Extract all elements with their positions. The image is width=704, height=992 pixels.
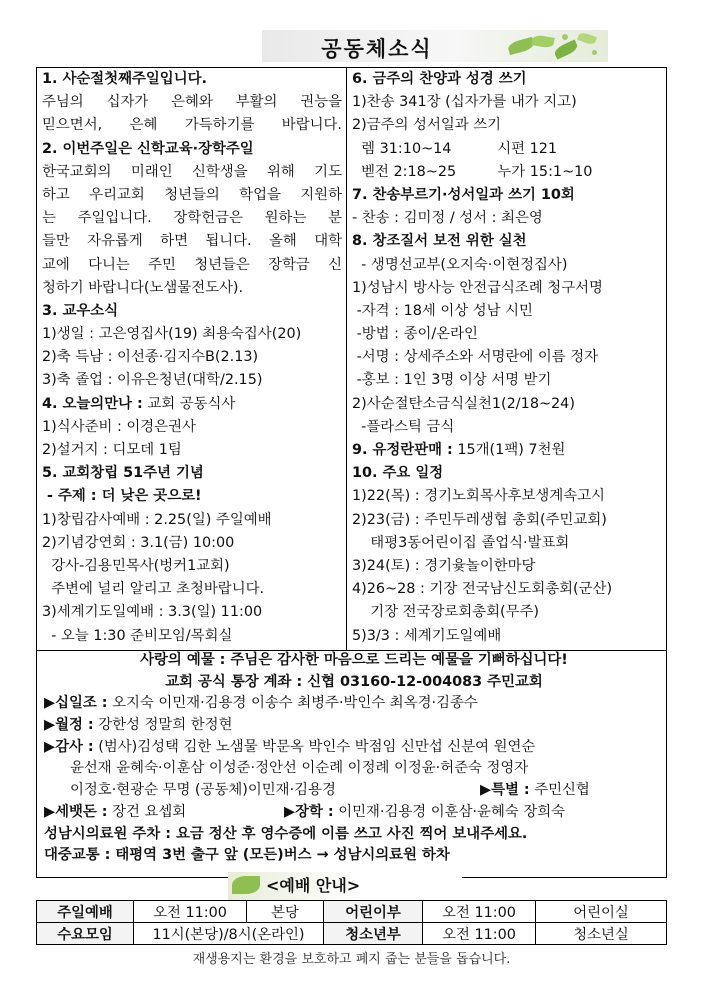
bud-icon <box>562 34 568 40</box>
left-line: 강사-김용민목사(벙커1교회) <box>42 557 230 574</box>
right-line: - 찬송 : 김미정 / 성서 : 최은영 <box>352 210 543 227</box>
page-title: 공동체소식 <box>321 37 433 61</box>
left-line: 청하기 바랍니다(노샘물전도사). <box>42 279 244 296</box>
right-line: - 생명선교부(오지숙·이현정집사) <box>352 256 568 273</box>
right-line: 3)24(토) : 경기윷놀이한마당 <box>352 557 536 574</box>
left-line: 3)축 졸업 : 이유은청년(대학/2.15) <box>42 372 263 389</box>
left-line: 하고 우리교회 청년들의 학업을 지원하 <box>42 186 342 203</box>
right-line: 6. 금주의 찬양과 성경 쓰기 <box>352 71 527 87</box>
left-line: 1)식사준비 : 이경은권사 <box>42 418 196 435</box>
table-row: 수요모임 11시(본당)/8시(온라인) 청소년부 오전 11:00 청소년실 <box>37 923 667 945</box>
parking-notice: 성남시의료원 주차 : 요금 정산 후 영수증에 이름 쓰고 사진 찍어 보내주세요. <box>44 825 528 842</box>
thanks-line: 이정호·현광순 무명 (공동체)이민재·김용경 ▶특별 : 주민신협 <box>70 782 590 799</box>
right-line: 1)성남시 방사능 안전급식조례 청구서명 <box>352 279 603 296</box>
left-line: 2)설거지 : 디모데 1팀 <box>42 442 182 458</box>
schedule-title: <예배 안내> <box>266 876 361 895</box>
leaf-icon <box>577 31 597 46</box>
right-line: 기장 전국장로회총회(무주) <box>352 604 540 621</box>
right-column <box>352 68 664 648</box>
account-info: 교회 공식 통장 계좌 : 신협 03160-12-004083 주민교회 <box>165 673 543 690</box>
left-line: 1)생일 : 고은영집사(19) 최용숙집사(20) <box>42 326 302 343</box>
right-line: -플라스틱 금식 <box>352 418 455 435</box>
right-line: 벧전 2:18~25 누가 15:1~10 <box>352 163 593 180</box>
schedule-table <box>36 900 667 945</box>
left-line: 주변에 널리 알리고 초청바랍니다. <box>42 581 265 598</box>
bud-icon <box>592 50 597 55</box>
right-line: 렘 31:10~14 시편 121 <box>352 140 558 157</box>
leaf-icon <box>507 37 535 55</box>
right-line: 태평3동어린이집 졸업식·발표회 <box>352 534 570 551</box>
left-line: 2)기념강연회 : 3.1(금) 10:00 <box>42 534 235 551</box>
left-line: - 오늘 1:30 준비모임/목회실 <box>42 627 233 644</box>
left-column <box>42 68 342 648</box>
monthly-line: ▶월정 : 강한성 정말희 한정현 <box>44 717 233 734</box>
right-line: 2)23(금) : 주민두레생협 총회(주민교회) <box>352 511 607 528</box>
right-line: 9. 유정란판매 : 15개(1팩) 7천원 <box>352 442 566 458</box>
right-line: 4)26~28 : 기장 전국남신도회총회(군산) <box>352 581 613 598</box>
right-line: 7. 찬송부르기·성서일과 쓰기 10회 <box>352 186 575 203</box>
table-row: 주일예배 오전 11:00 본당 어린이부 오전 11:00 어린이실 <box>37 901 667 923</box>
left-line: 들만 자유롭게 하면 됩니다. 올해 대학 <box>42 233 342 250</box>
leaf-icon <box>553 39 579 59</box>
left-line: 믿으면서, 은혜 가득하기를 바랍니다. <box>42 117 342 134</box>
right-line: 1)찬송 341장 (십자가를 내가 지고) <box>352 94 577 111</box>
transit-notice: 대중교통 : 태평역 3번 출구 앞 (모든)버스 → 성남시의료원 하차 <box>44 847 450 864</box>
left-line: 2)축 득남 : 이선종·김지수B(2.13) <box>42 349 259 366</box>
footer-note: 재생용지는 환경을 보호하고 폐지 줍는 분들을 돕습니다. <box>192 952 511 967</box>
leaf-icon <box>232 876 260 894</box>
gift-line: ▶세뱃돈 : 장건 요셉회 ▶장학 : 이민재·김용경 이훈삼·윤혜숙 장희숙 <box>44 803 566 820</box>
column-divider <box>346 67 347 650</box>
tithe-line: ▶십일조 : 오지숙 이민재·김용경 이송수 최병주·박인수 최옥경·김종수 <box>44 695 478 712</box>
left-line: 한국교회의 미래인 신학생을 위해 기도 <box>42 163 342 180</box>
left-line: 3. 교우소식 <box>42 302 119 319</box>
left-line: - 주제 : 더 낮은 곳으로! <box>42 488 202 505</box>
left-line: 4. 오늘의만나 : 교회 공동식사 <box>42 395 236 412</box>
left-line: 5. 교회창립 51주년 기념 <box>42 465 204 482</box>
left-line: 주님의 십자가 은혜와 부활의 권능을 <box>42 94 342 111</box>
thanks-line: 윤선재 윤혜숙·이훈삼 이성준·정안선 이순례 이정례 이정윤·허준숙 정영자 <box>70 760 529 777</box>
left-line: 1. 사순절첫째주일입니다. <box>42 71 207 87</box>
left-line: 1)창립감사예배 : 2.25(일) 주일예배 <box>42 511 272 528</box>
left-line: 2. 이번주일은 신학교육·장학주일 <box>42 140 254 157</box>
offering-section <box>44 650 664 867</box>
header-banner <box>262 30 608 62</box>
right-line: 8. 창조질서 보전 위한 실천 <box>352 233 527 250</box>
left-line: 교에 다니는 주민 청년들은 장학금 신 <box>42 256 342 273</box>
right-line: 1)22(목) : 경기노회목사후보생계속고시 <box>352 488 605 505</box>
right-line: -서명 : 상세주소와 서명란에 이름 정자 <box>352 349 599 366</box>
right-line: 5)3/3 : 세계기도일예배 <box>352 627 502 644</box>
right-line: -홍보 : 1인 3명 이상 서명 받기 <box>352 372 552 389</box>
leaf-icon <box>531 34 555 49</box>
left-line: 는 주일입니다. 장학헌금은 원하는 분 <box>42 210 342 227</box>
left-line: 3)세계기도일예배 : 3.3(일) 11:00 <box>42 604 263 621</box>
right-line: -자격 : 18세 이상 성남 시민 <box>352 302 533 319</box>
offering-heading: 사랑의 예물 : 주님은 감사한 마음으로 드리는 예물을 기뻐하십니다! <box>140 652 568 668</box>
right-line: 2)금주의 성서일과 쓰기 <box>352 117 502 134</box>
right-line: 10. 주요 일정 <box>352 465 444 482</box>
thanks-line: ▶감사 : (범사)김성택 김한 노샘물 박문옥 박인수 박점임 신만섭 신분여 원연순 <box>44 738 536 755</box>
right-line: -방법 : 종이/온라인 <box>352 326 478 343</box>
right-line: 2)사순절탄소금식실천1(2/18~24) <box>352 395 575 412</box>
